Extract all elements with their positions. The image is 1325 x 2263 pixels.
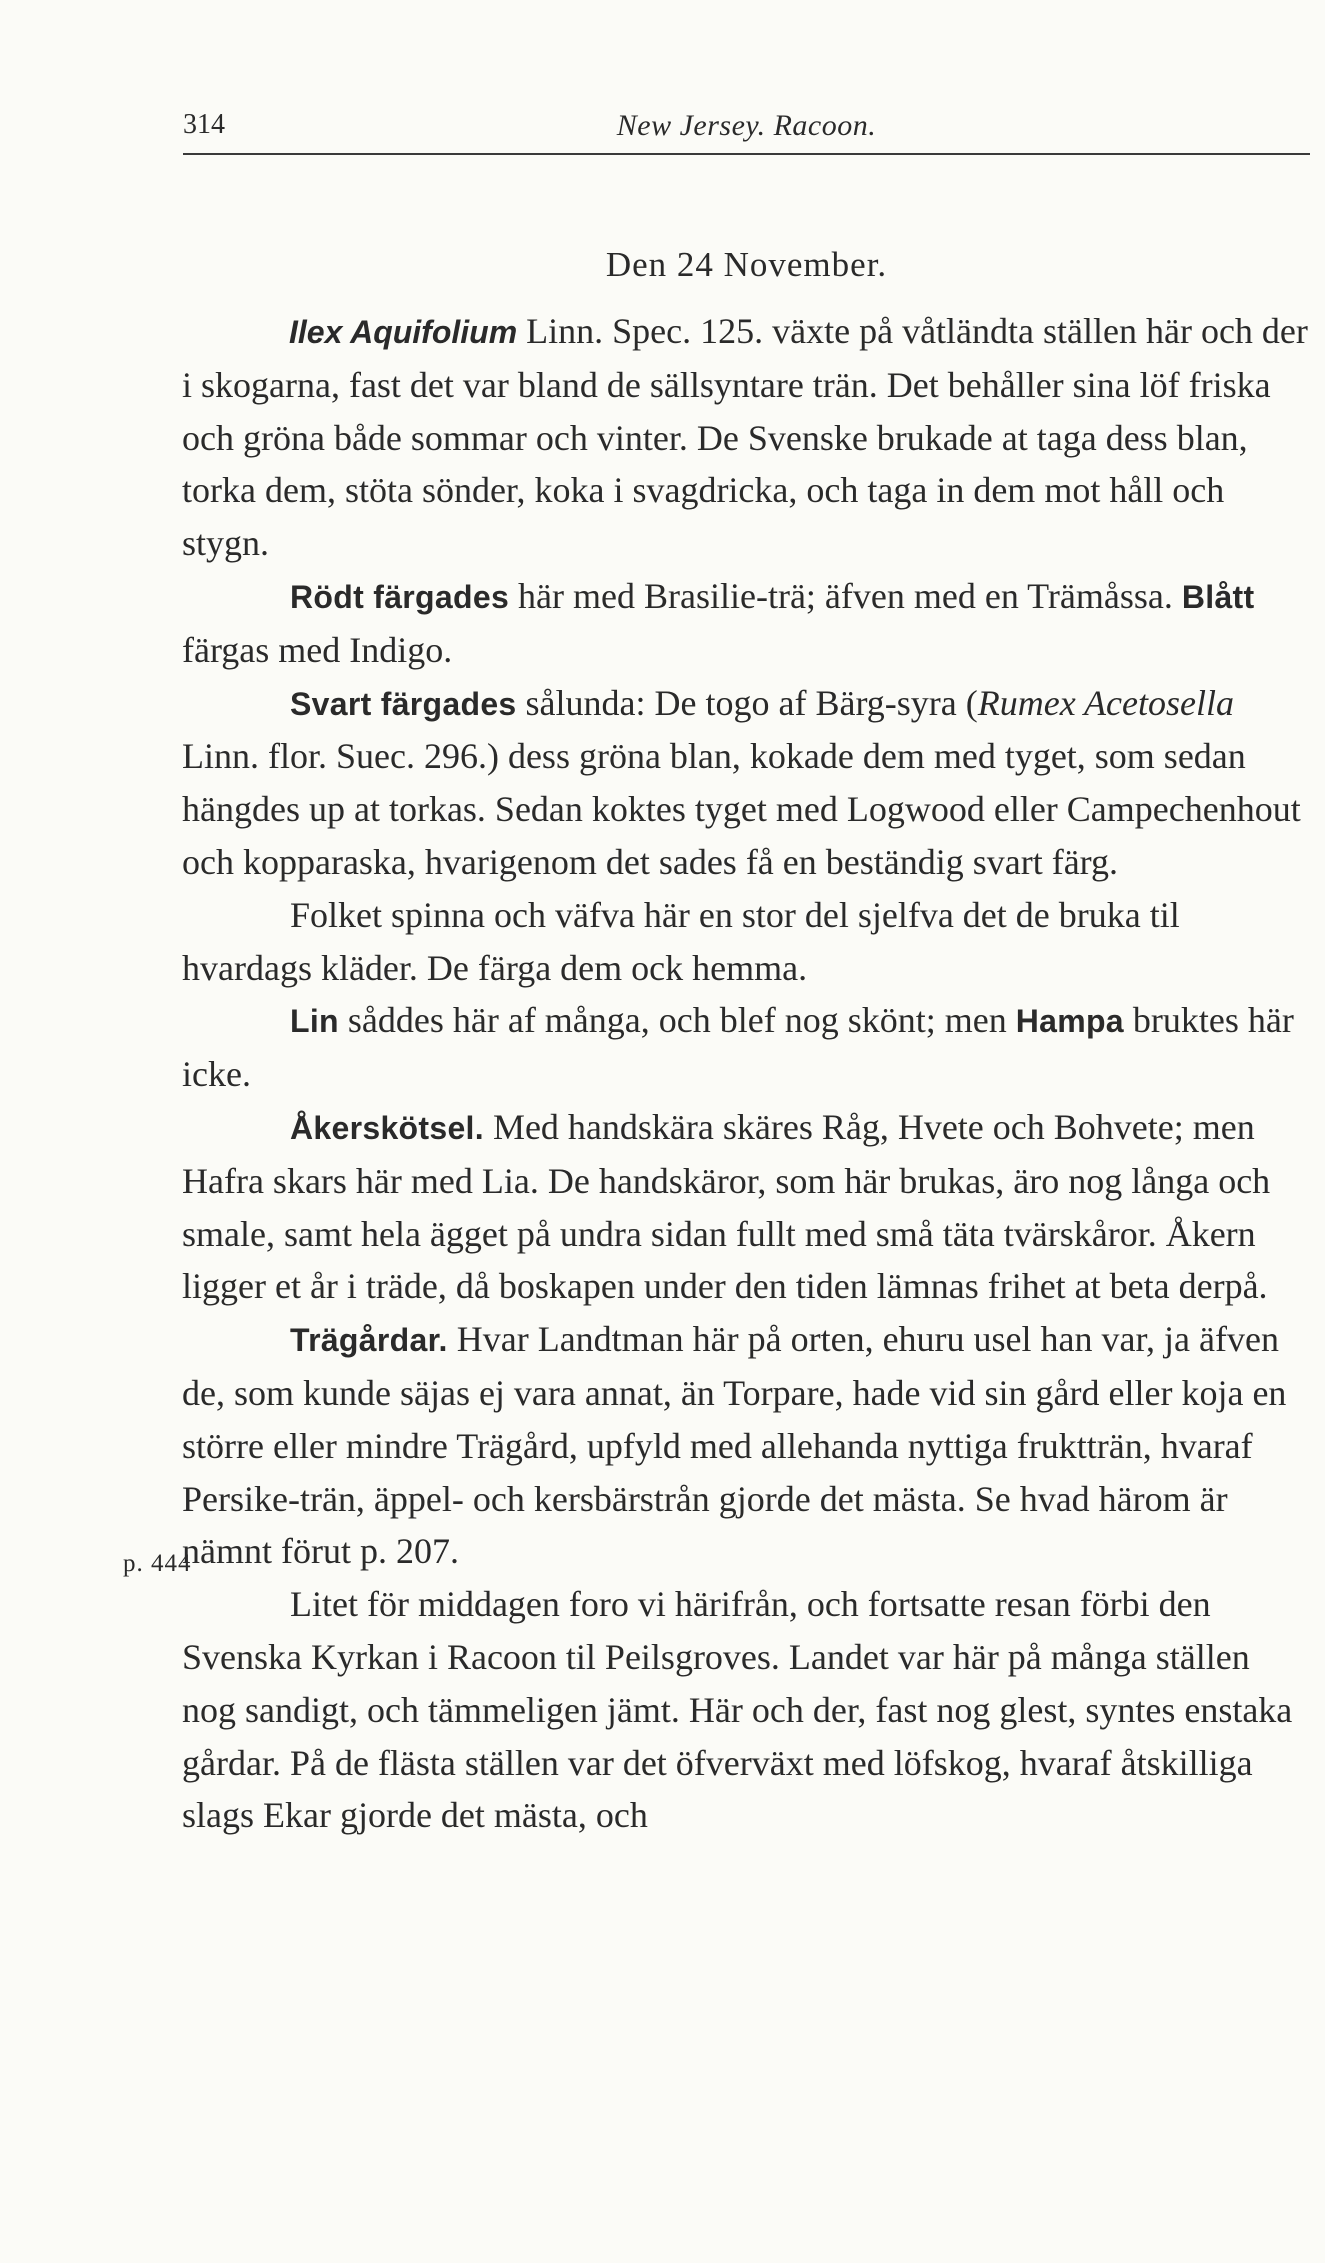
paragraph-gardens (182, 1313, 1310, 1578)
keyword-term: Blått (1181, 578, 1255, 615)
paragraph-text: såddes här af många, och blef nog skönt; men (338, 1000, 1016, 1041)
paragraph-journey (182, 1578, 1310, 1842)
paragraph-text: Folket spinna och väfva här en stor del sjelfva det de bruka til hvardags kläder. De färga dem ock hemma. (182, 894, 1180, 988)
paragraph-text: bruktes här icke. (182, 1000, 1294, 1095)
paragraph-text: här med Brasilie-trä; äfven med en Trämåssa. (509, 575, 1182, 616)
paragraph-farming (182, 1101, 1310, 1313)
paragraph-text: Linn. Spec. 125. växte på våtländta ställen här och der i skogarna, fast det var bland de sällsyntare trän. Det behåller sina löf friska och gröna både sommar och vinter. De Svenske brukade at taga dess blan, torka dem, stöta sönder, koka i svagdricka, och taga in dem mot håll och stygn. (182, 311, 1308, 564)
paragraph-black-dye (182, 677, 1310, 889)
body-text (182, 305, 1310, 1842)
paragraph-text: Linn. flor. Suec. 296.) dess gröna blan, kokade dem med tyget, som sedan hängdes up at torkas. Sedan koktes tyget med Logwood eller Campechenhout och kopparaska, hvarigenom det sades få en beständig svart färg. (182, 736, 1301, 882)
keyword-term: Åkerskötsel. (290, 1109, 484, 1146)
species-name: Rumex Acetosella (977, 682, 1234, 723)
running-title: New Jersey. Racoon. (616, 109, 877, 142)
page-number: 314 (183, 109, 225, 140)
paragraph-ilex (182, 305, 1310, 570)
paragraph-spinning (182, 889, 1310, 995)
paragraph-flax (182, 994, 1310, 1101)
running-head (183, 103, 1310, 155)
margin-page-reference: p. 444 (123, 1550, 192, 1577)
paragraph-red-dye (182, 570, 1310, 677)
paragraph-text: Litet för middagen foro vi härifrån, och fortsatte resan förbi den Svenska Kyrkan i Racoon til Peilsgroves. Landet var här på många ställen nog sandigt, och tämmeligen jämt. Här och der, fast nog glest, syntes enstaka gårdar. På de flästa ställen var det öfverväxt med löfskog, hvaraf åtskilliga slags Ekar gjorde det mästa, och (182, 1584, 1293, 1836)
keyword-term: Svart färgades (290, 685, 517, 722)
date-heading: Den 24 November. (605, 245, 888, 284)
keyword-term: Rödt färgades (290, 578, 510, 615)
paragraph-text: sålunda: De togo af Bärg-syra ( (516, 682, 978, 723)
paragraph-text: färgas med Indigo. (182, 629, 453, 670)
keyword-term: Lin (290, 1003, 339, 1040)
keyword-term: Hampa (1015, 1003, 1124, 1040)
paragraph-text: Hvar Landtman här på orten, ehuru usel han var, ja äfven de, som kunde säjas ej vara annat, än Torpare, hade vid sin gård eller koja en större eller mindre Trägård, upfyld med allehanda nyttiga fruktträn, hvaraf Persike-trän, äppel- och kersbärstrån gjorde det mästa. Se hvad härom är nämnt förut p. 207. (182, 1319, 1287, 1572)
keyword-term: Trägårdar. (290, 1322, 448, 1359)
species-term: Ilex Aquifolium (289, 314, 518, 350)
paragraph-text: Med handskära skäres Råg, Hvete och Bohvete; men Hafra skars här med Lia. De handskäror, som här brukas, äro nog långa och smale, samt hela ägget på undra sidan fullt med små täta tvärskåror. Åkern ligger et år i träde, då boskapen under den tiden lämnas frihet at beta derpå. (182, 1106, 1271, 1307)
